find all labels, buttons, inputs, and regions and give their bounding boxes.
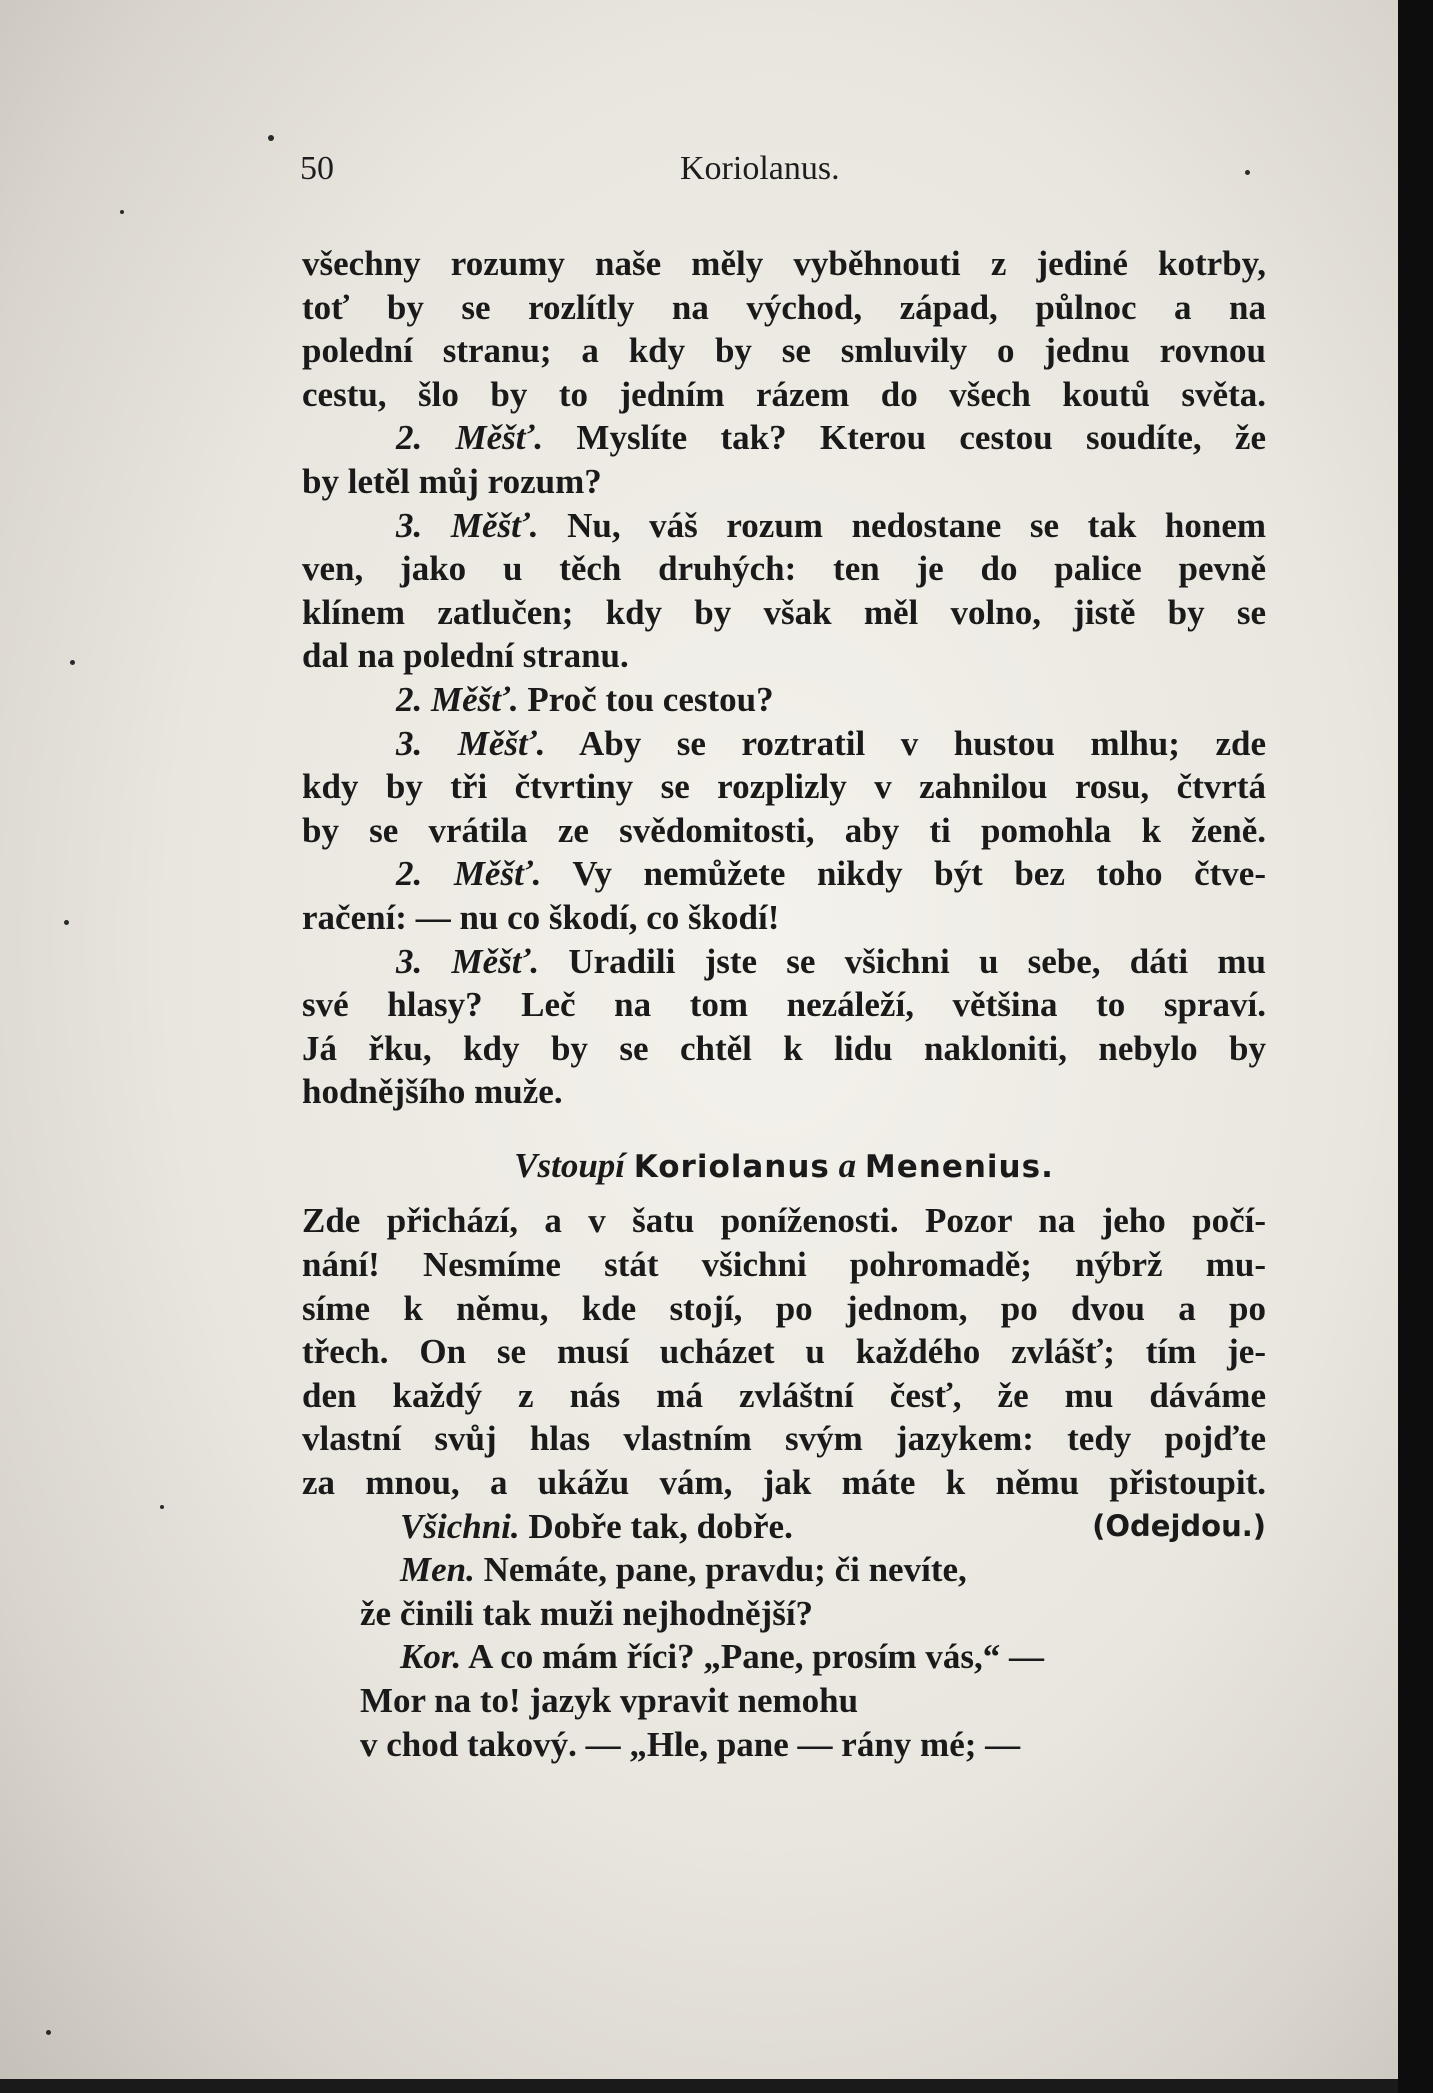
- character-name: Menenius.: [864, 1148, 1054, 1185]
- verse-line: Mor na to! jazyk vpravit nemohu: [360, 1681, 859, 1720]
- text-line: ven, jako u těch druhých: ten je do palice pevně: [302, 549, 1266, 589]
- speech-text: Myslíte tak? Kterou cestou soudíte, že: [576, 418, 1267, 458]
- paper-speck: [120, 210, 124, 214]
- speaker-name: 2. Měšť.: [396, 418, 544, 458]
- character-name: Koriolanus: [633, 1148, 830, 1185]
- page-header: [300, 150, 1200, 200]
- text-line: síme k němu, kde stojí, po jednom, po dvou a po: [302, 1288, 1266, 1328]
- paper-speck: [64, 920, 69, 925]
- speech-line: [302, 940, 1266, 984]
- paper-speck: [1245, 170, 1250, 175]
- text-line: hodnějšího muže.: [302, 1072, 563, 1112]
- text-line: polední stranu; a kdy by se smluvily o jednu rovnou: [302, 331, 1266, 371]
- speech-text: Aby se roztratil v hustou mlhu; zde: [579, 723, 1266, 763]
- speaker-name: Kor.: [400, 1637, 462, 1677]
- verse-line: [302, 1635, 1266, 1679]
- page-text: [302, 242, 1266, 1766]
- running-title: Koriolanus.: [680, 150, 840, 187]
- text-line: vlastní svůj hlas vlastním svým jazykem: tedy pojďte: [302, 1419, 1266, 1459]
- text-line: by se vrátila ze svědomitosti, aby ti pomohla k ženě.: [302, 810, 1266, 850]
- text-line: račení: — nu co škodí, co škodí!: [302, 897, 780, 937]
- speech-text: Nu, váš rozum nedostane se tak honem: [567, 505, 1267, 545]
- text-line: dal na polední stranu.: [302, 636, 629, 676]
- verse-text: Dobře tak, dobře.: [528, 1506, 793, 1546]
- paper-speck: [160, 1505, 164, 1509]
- speech-line: [302, 852, 1266, 896]
- stage-exit: (Odejdou.): [1092, 1508, 1266, 1543]
- speaker-name: 3. Měšť.: [396, 505, 539, 545]
- text-line: nání! Nesmíme stát všichni pohromadě; nýbrž mu-: [302, 1245, 1266, 1285]
- speech-line: [302, 722, 1266, 766]
- verse-line: [302, 1505, 1266, 1549]
- speech-line: [302, 504, 1266, 548]
- text-line: všechny rozumy naše měly vyběhnouti z jediné kotrby,: [302, 244, 1266, 283]
- speaker-name: 2. Měšť.: [396, 854, 542, 894]
- stage-direction: [302, 1144, 1266, 1190]
- text-line: za mnou, a ukážu vám, jak máte k němu přistoupit.: [302, 1463, 1266, 1503]
- speech-text: Uradili jste se všichni u sebe, dáti mu: [568, 941, 1267, 981]
- text-line: by letěl můj rozum?: [302, 461, 602, 501]
- text-line: své hlasy? Leč na tom nezáleží, většina to spraví.: [302, 985, 1266, 1025]
- paper-speck: [268, 135, 274, 141]
- text-line: den každý z nás má zvláštní česť, že mu dáváme: [302, 1375, 1266, 1415]
- text-line: toť by se rozlítly na východ, západ, půlnoc a na: [302, 287, 1266, 327]
- speaker-name: 3. Měšť.: [396, 941, 540, 981]
- text-line: kdy by tři čtvrtiny se rozplizly v zahnilou rosu, čtvrtá: [302, 767, 1266, 807]
- stage-enter: Vstoupí: [514, 1145, 626, 1185]
- speaker-name: Men.: [400, 1550, 475, 1590]
- verse-line: [302, 1548, 1266, 1592]
- verse-text: A co mám říci? „Pane, prosím vás,“ —: [468, 1637, 1044, 1677]
- text-line: klínem zatlučen; kdy by však měl volno, jistě by se: [302, 592, 1266, 632]
- speaker-name: 3. Měšť.: [396, 723, 546, 763]
- text-line: Zde přichází, a v šatu poníženosti. Pozor na jeho počí-: [302, 1201, 1266, 1241]
- verse-line: v chod takový. — „Hle, pane — rány mé; —: [360, 1724, 1021, 1764]
- paper-speck: [46, 2030, 51, 2035]
- verse-text: Nemáte, pane, pravdu; či nevíte,: [483, 1550, 967, 1590]
- speech-text: Vy nemůžete nikdy být bez toho čtve-: [572, 854, 1266, 894]
- speaker-name: Všichni.: [400, 1506, 520, 1546]
- page-number: 50: [300, 150, 334, 187]
- page-edge-right: [1398, 0, 1433, 2093]
- page-edge-bottom: [0, 2079, 1398, 2093]
- speech-line: [302, 678, 1266, 722]
- speech-line: [302, 416, 1266, 460]
- speaker-name: 2. Měšť.: [396, 679, 519, 719]
- verse-line: že činili tak muži nejhodnější?: [360, 1593, 814, 1633]
- paper-speck: [70, 660, 75, 665]
- speech-text: Proč tou cestou?: [527, 679, 774, 719]
- stage-and: a: [838, 1145, 857, 1185]
- text-line: třech. On se musí ucházet u každého zvlášť; tím je-: [302, 1332, 1266, 1372]
- text-line: cestu, šlo by to jedním rázem do všech koutů světa.: [302, 374, 1266, 414]
- text-line: Já řku, kdy by se chtěl k lidu nakloniti, nebylo by: [302, 1028, 1266, 1068]
